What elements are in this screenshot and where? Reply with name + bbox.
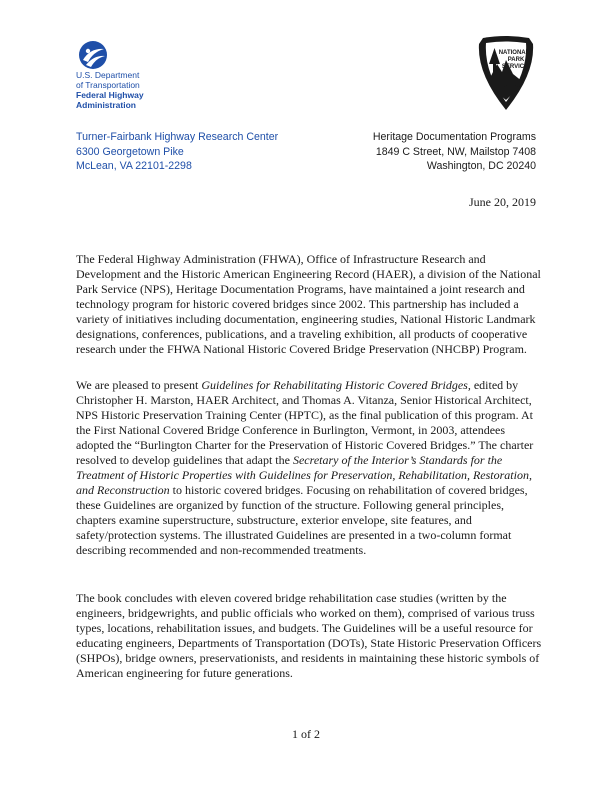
text-line: technology program for historic covered bridges since 2002. This partnership has included a [76,297,519,311]
standards-title: Secretary of the Interior’s Standards for the [292,453,503,467]
address-line: Heritage Documentation Programs [372,131,536,143]
address-line: 1849 C Street, NW, Mailstop 7408 [375,145,536,158]
book-title: Guidelines for Rehabilitating Historic Covered Bridges, [201,378,471,392]
text-line: variety of initiatives including documentation, engineering studies, National Historic Landmark [76,312,536,326]
text-run: edited by [470,378,519,392]
nps-logo-text: SERVICE [501,64,529,70]
fhwa-line: Administration [76,100,136,110]
text-run: resolved to develop guidelines that adapt the [76,453,293,467]
text-line: educating engineers, Departments of Transportation (DOTs), State Historic Preservation Officers [76,636,542,650]
text-line: Development and the Historic American Engineering Record (HAER), a division of the National [76,267,541,281]
paragraph-intro [76,252,541,357]
text-run: We are pleased to present [76,378,202,392]
text-line: safety/protection systems. The illustrated Guidelines are presented in a two-column format [76,528,512,542]
text-line: adopted the “Burlington Charter for the Preservation of Historic Covered Bridges.” The charter [76,438,534,452]
standards-title: and Reconstruction [76,483,170,497]
text-line: NPS Historic Preservation Training Center (HPTC), as the final publication of this program. At [76,408,533,422]
text-line [76,453,538,468]
address-line: Washington, DC 20240 [426,160,536,172]
text-line [76,378,538,393]
text-line: The book concludes with eleven covered bridge rehabilitation case studies (written by the [76,591,507,605]
nps-arrowhead-logo [475,34,537,112]
fhwa-line: Federal Highway [76,90,144,100]
dot-logo-icon [78,40,108,74]
paragraph-guidelines [76,378,538,558]
text-line: describing recommended and non-recommended treatments. [76,543,367,557]
standards-title-line: Treatment of Historic Properties with Guidelines for Preservation, Rehabilitation, Restoration, [76,468,532,482]
text-line: designations, conferences, publications, and a traveling exhibition, all products of cooperative [76,327,528,341]
letter-date: June 20, 2019 [469,195,536,209]
text-run: to historic covered bridges. Focusing on rehabilitation of covered bridges, [169,483,528,497]
text-line: Park Service (NPS), Heritage Documentation Programs, have maintained a joint research and [76,282,525,296]
text-line: engineers, bridgewrights, and public officials who worked on them), comprised of various truss [76,606,535,620]
address-line: 6300 Georgetown Pike [76,145,184,158]
address-line: McLean, VA 22101-2298 [76,160,192,172]
text-line: research under the FHWA National Historic Covered Bridge Preservation (NHCBP) Program. [76,342,527,356]
partner-address [373,130,536,174]
text-line: the First National Covered Bridge Conference in Burlington, Vermont, in 2003, attendees [76,423,506,437]
address-line: Turner-Fairbank Highway Research Center [76,131,279,143]
sender-address [76,130,278,174]
text-line: chapters examine superstructure, substructure, exterior envelope, site features, and [76,513,472,527]
text-line: The Federal Highway Administration (FHWA), Office of Infrastructure Research and [76,252,486,266]
dot-line: of Transportation [76,80,140,90]
dot-agency-name [76,70,144,110]
dot-line: U.S. Department [76,70,140,80]
nps-logo-text: PARK [507,57,525,63]
text-line [76,483,538,498]
text-line: Christopher H. Marston, HAER Architect, and Thomas A. Vitanza, Senior Historical Architect, [76,393,532,407]
page-number: 1 of 2 [292,727,320,741]
text-line: types, locations, rehabilitation issues, and budgets. The Guidelines will be a useful resource for [76,621,533,635]
text-line: these Guidelines are organized by function of the structure. Following general principles, [76,498,504,512]
paragraph-case-studies [76,591,542,681]
nps-logo-text: NATIONAL [498,50,530,56]
text-line: (SHPOs), bridge owners, preservationists, and residents in maintaining these historic symbols of [76,651,540,665]
text-line: American engineering for future generations. [76,666,293,680]
